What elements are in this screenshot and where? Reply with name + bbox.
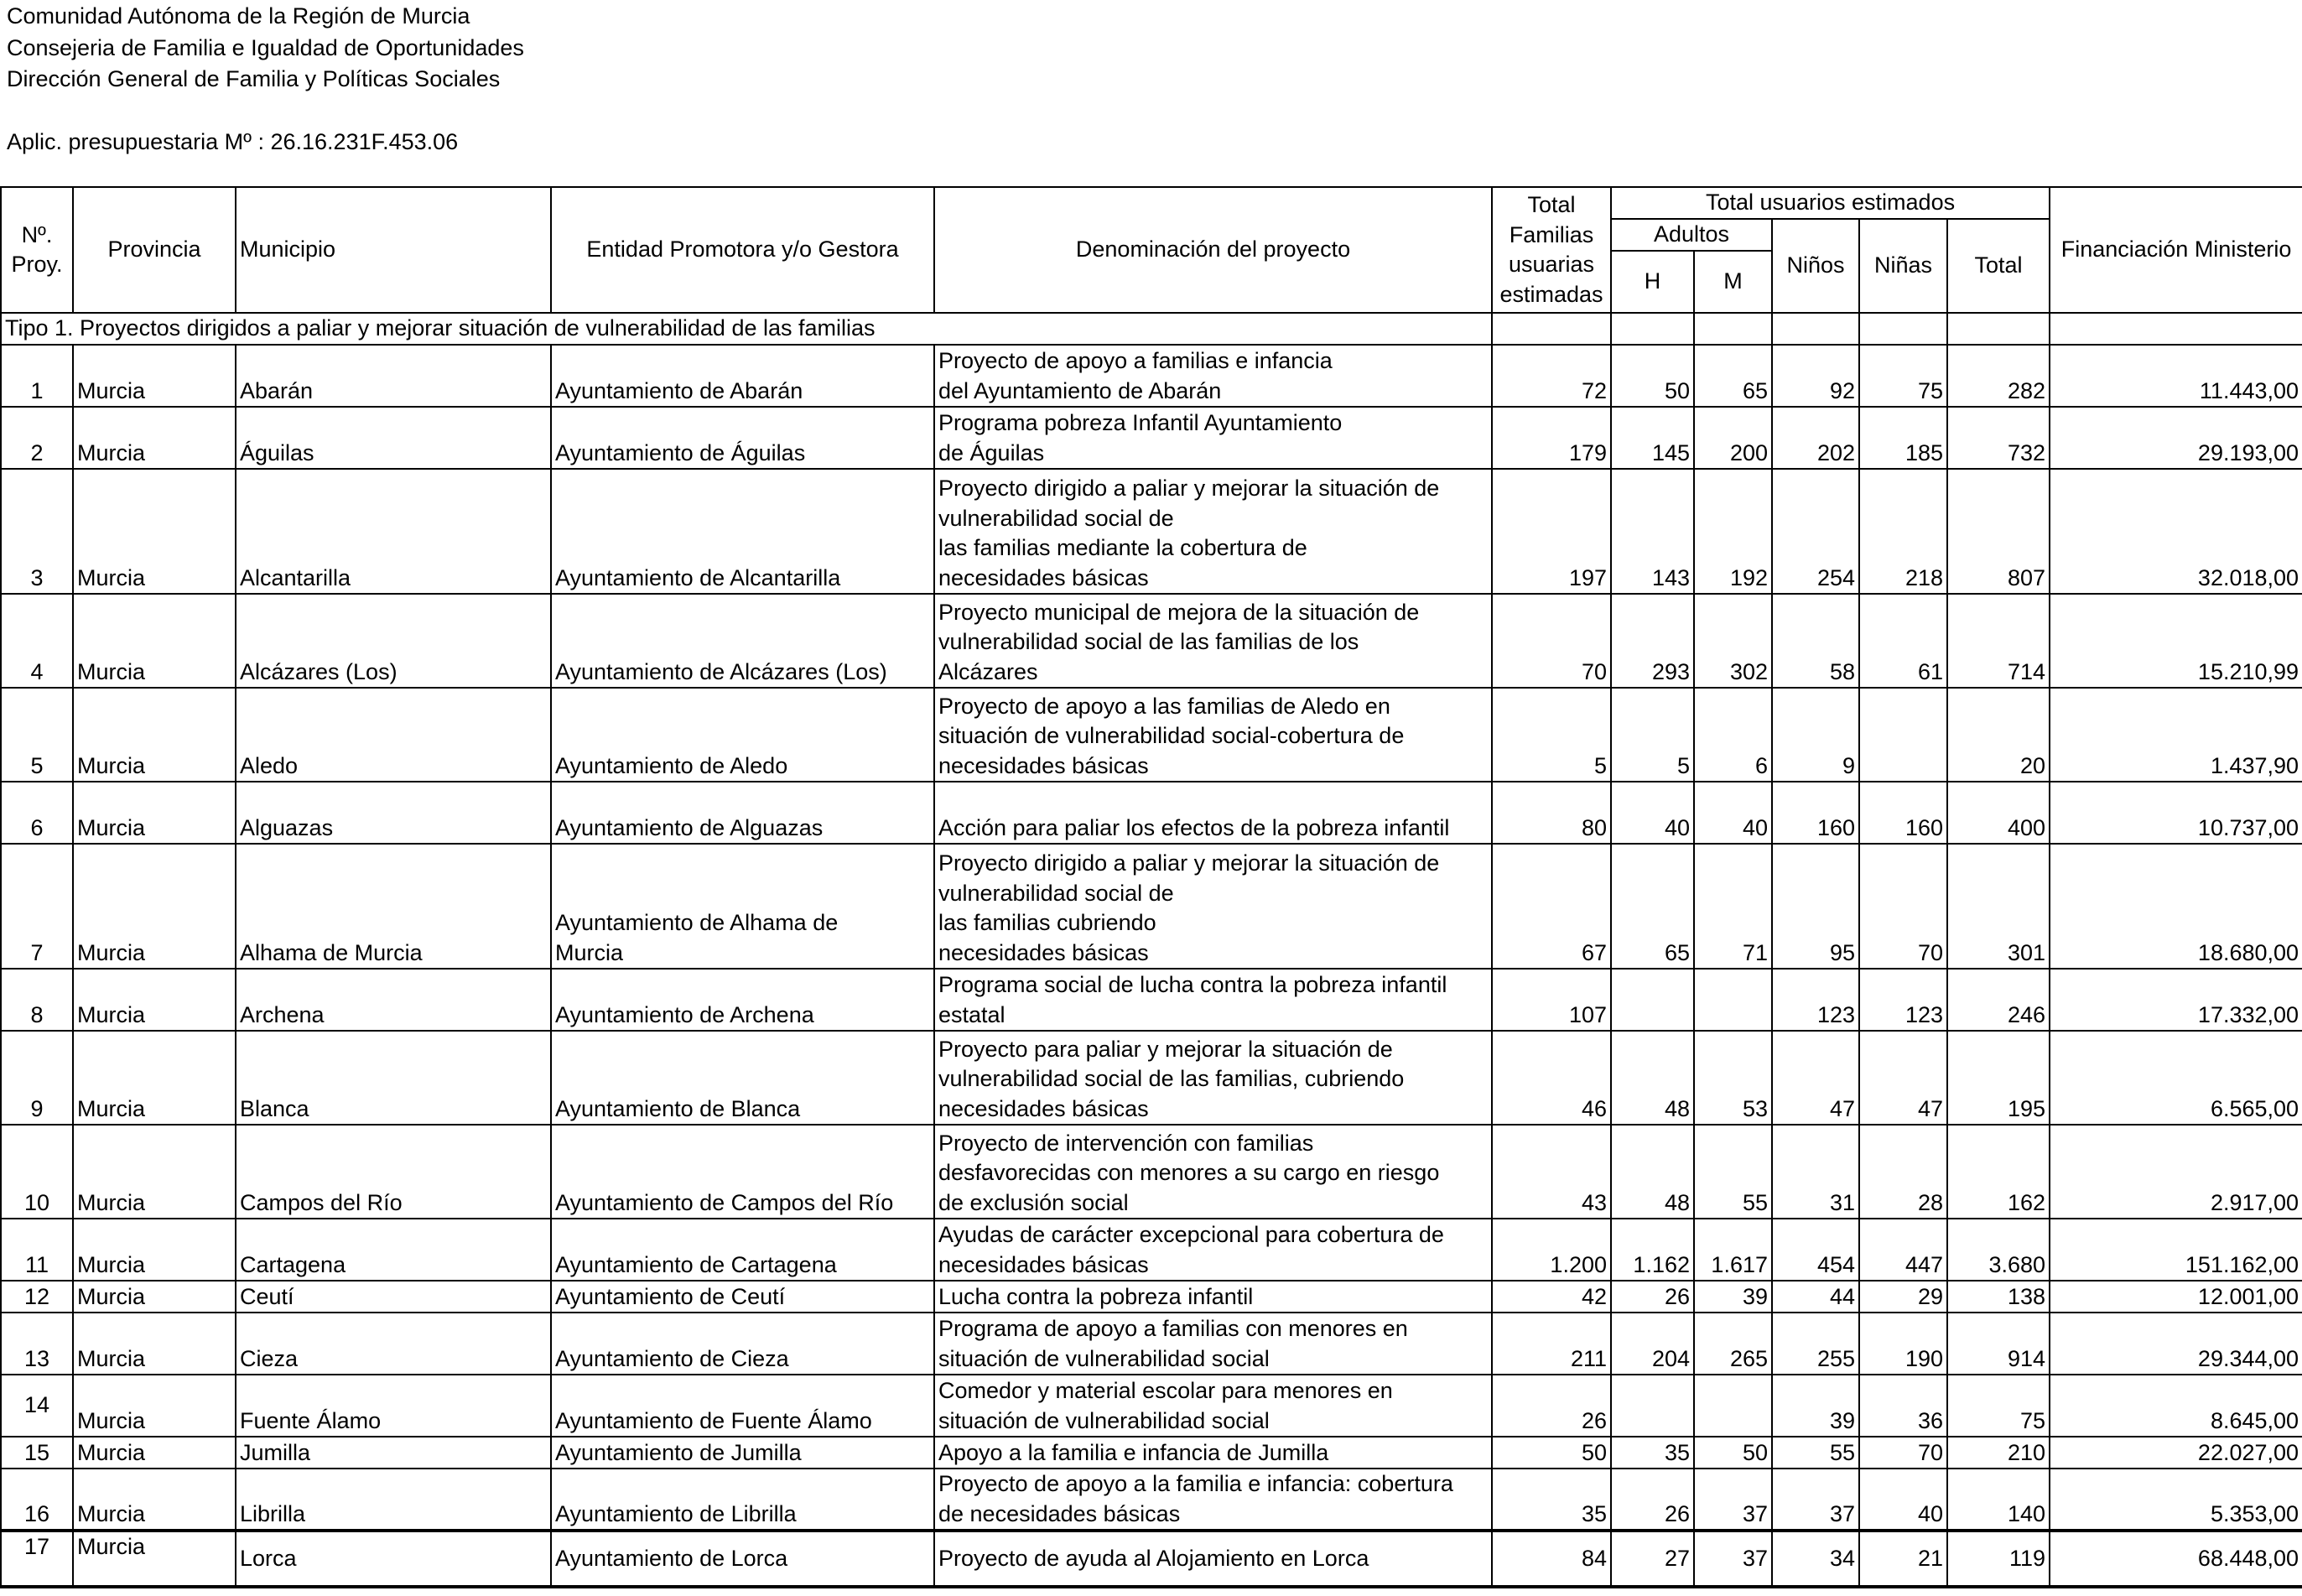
- row-provincia: Murcia: [73, 1313, 236, 1375]
- row-adultos-m: 302: [1694, 594, 1772, 688]
- row-adultos-h: 26: [1611, 1281, 1694, 1313]
- row-entidad: Ayuntamiento de Águilas: [551, 407, 934, 469]
- col-header-adultos: Adultos: [1611, 219, 1772, 251]
- row-ninos: 92: [1772, 345, 1859, 407]
- row-municipio: Librilla: [236, 1469, 551, 1531]
- row-financiacion: 10.737,00: [2050, 782, 2302, 844]
- row-adultos-m: 37: [1694, 1531, 1772, 1587]
- row-ninos: 160: [1772, 782, 1859, 844]
- row-total: 3.680: [1947, 1219, 2050, 1281]
- row-total: 807: [1947, 469, 2050, 594]
- row-municipio: Alhama de Murcia: [236, 844, 551, 969]
- row-ninos: 95: [1772, 844, 1859, 969]
- col-header-ninos: Niños: [1772, 219, 1859, 313]
- row-municipio: Águilas: [236, 407, 551, 469]
- row-ninas: 75: [1859, 345, 1947, 407]
- row-ninos: 254: [1772, 469, 1859, 594]
- col-header-financiacion: Financiación Ministerio: [2050, 187, 2302, 313]
- row-ninos: 202: [1772, 407, 1859, 469]
- header-line-2: Consejeria de Familia e Igualdad de Oportunidades: [7, 35, 524, 60]
- col-header-total: Total: [1947, 219, 2050, 313]
- row-total: 195: [1947, 1031, 2050, 1125]
- row-adultos-m: [1694, 1375, 1772, 1437]
- row-denominacion: Proyecto de intervención con familias desfavorecidas con menores a su cargo en riesgo de exclusión social: [934, 1125, 1492, 1219]
- row-provincia: Murcia: [73, 782, 236, 844]
- row-ninas: 29: [1859, 1281, 1947, 1313]
- row-ninos: 44: [1772, 1281, 1859, 1313]
- row-total: 400: [1947, 782, 2050, 844]
- row-ninas: 40: [1859, 1469, 1947, 1531]
- projects-table: [0, 186, 2302, 1588]
- row-number: 16: [1, 1469, 73, 1531]
- row-ninas: 160: [1859, 782, 1947, 844]
- row-provincia: Murcia: [73, 1469, 236, 1531]
- row-financiacion: 11.443,00: [2050, 345, 2302, 407]
- row-entidad: Ayuntamiento de Jumilla: [551, 1437, 934, 1469]
- row-number: 8: [1, 969, 73, 1031]
- row-adultos-h: 143: [1611, 469, 1694, 594]
- table-row: [1, 1219, 2302, 1281]
- table-row: [1, 782, 2302, 844]
- row-ninos: 123: [1772, 969, 1859, 1031]
- row-provincia: Murcia: [73, 407, 236, 469]
- row-adultos-h: 40: [1611, 782, 1694, 844]
- row-provincia: Murcia: [73, 1531, 236, 1587]
- row-ninas: 28: [1859, 1125, 1947, 1219]
- row-total: 714: [1947, 594, 2050, 688]
- row-number: 7: [1, 844, 73, 969]
- row-provincia: Murcia: [73, 844, 236, 969]
- row-adultos-m: 53: [1694, 1031, 1772, 1125]
- row-denominacion: Programa de apoyo a familias con menores en situación de vulnerabilidad social: [934, 1313, 1492, 1375]
- row-adultos-m: 50: [1694, 1437, 1772, 1469]
- row-municipio: Abarán: [236, 345, 551, 407]
- row-entidad: Ayuntamiento de Alhama de Murcia: [551, 844, 934, 969]
- row-denominacion: Acción para paliar los efectos de la pobreza infantil: [934, 782, 1492, 844]
- row-denominacion: Proyecto de apoyo a las familias de Aledo en situación de vulnerabilidad social-cobertura de necesidades básicas: [934, 688, 1492, 782]
- row-denominacion: Lucha contra la pobreza infantil: [934, 1281, 1492, 1313]
- row-provincia: Murcia: [73, 1125, 236, 1219]
- row-number: 6: [1, 782, 73, 844]
- row-provincia: Murcia: [73, 1281, 236, 1313]
- col-header-ninas: Niñas: [1859, 219, 1947, 313]
- row-municipio: Lorca: [236, 1531, 551, 1587]
- row-total: 162: [1947, 1125, 2050, 1219]
- table-row: [1, 1313, 2302, 1375]
- row-adultos-h: 35: [1611, 1437, 1694, 1469]
- row-number: 4: [1, 594, 73, 688]
- row-ninas: 70: [1859, 1437, 1947, 1469]
- row-ninos: 9: [1772, 688, 1859, 782]
- row-familias: 197: [1492, 469, 1611, 594]
- row-adultos-m: 55: [1694, 1125, 1772, 1219]
- row-financiacion: 5.353,00: [2050, 1469, 2302, 1531]
- row-entidad: Ayuntamiento de Alguazas: [551, 782, 934, 844]
- table-row: [1, 1437, 2302, 1469]
- col-header-m: M: [1694, 251, 1772, 313]
- header-line-1: Comunidad Autónoma de la Región de Murcia: [7, 3, 470, 29]
- row-adultos-m: 200: [1694, 407, 1772, 469]
- row-total: 20: [1947, 688, 2050, 782]
- row-number: 5: [1, 688, 73, 782]
- row-ninas: [1859, 688, 1947, 782]
- row-denominacion: Proyecto dirigido a paliar y mejorar la situación de vulnerabilidad social de las familias mediante la cobertura de necesidades básicas: [934, 469, 1492, 594]
- row-entidad: Ayuntamiento de Blanca: [551, 1031, 934, 1125]
- row-total: 210: [1947, 1437, 2050, 1469]
- table-row: [1, 1469, 2302, 1531]
- row-denominacion: Proyecto para paliar y mejorar la situación de vulnerabilidad social de las familias, cubriendo necesidades básicas: [934, 1031, 1492, 1125]
- row-familias: 72: [1492, 345, 1611, 407]
- row-denominacion: Proyecto de apoyo a la familia e infancia: cobertura de necesidades básicas: [934, 1469, 1492, 1531]
- row-financiacion: 8.645,00: [2050, 1375, 2302, 1437]
- row-entidad: Ayuntamiento de Cartagena: [551, 1219, 934, 1281]
- table-row: [1, 688, 2302, 782]
- table-row: [1, 1125, 2302, 1219]
- table-row: [1, 345, 2302, 407]
- table-row: [1, 1531, 2302, 1587]
- row-number: 1: [1, 345, 73, 407]
- col-header-entidad: Entidad Promotora y/o Gestora: [551, 187, 934, 313]
- row-adultos-h: 48: [1611, 1125, 1694, 1219]
- row-adultos-h: 26: [1611, 1469, 1694, 1531]
- row-ninas: 47: [1859, 1031, 1947, 1125]
- row-familias: 67: [1492, 844, 1611, 969]
- row-total: 282: [1947, 345, 2050, 407]
- row-total: 246: [1947, 969, 2050, 1031]
- row-entidad: Ayuntamiento de Abarán: [551, 345, 934, 407]
- row-familias: 1.200: [1492, 1219, 1611, 1281]
- row-familias: 46: [1492, 1031, 1611, 1125]
- row-adultos-m: 39: [1694, 1281, 1772, 1313]
- row-provincia: Murcia: [73, 1031, 236, 1125]
- row-ninas: 218: [1859, 469, 1947, 594]
- row-entidad: Ayuntamiento de Archena: [551, 969, 934, 1031]
- row-entidad: Ayuntamiento de Campos del Río: [551, 1125, 934, 1219]
- row-adultos-m: 37: [1694, 1469, 1772, 1531]
- row-denominacion: Proyecto municipal de mejora de la situación de vulnerabilidad social de las familias de los Alcázares: [934, 594, 1492, 688]
- table-row: [1, 1375, 2302, 1437]
- row-denominacion: Proyecto dirigido a paliar y mejorar la situación de vulnerabilidad social de las familias cubriendo necesidades básicas: [934, 844, 1492, 969]
- row-financiacion: 18.680,00: [2050, 844, 2302, 969]
- row-adultos-h: 5: [1611, 688, 1694, 782]
- row-financiacion: 1.437,90: [2050, 688, 2302, 782]
- row-ninos: 55: [1772, 1437, 1859, 1469]
- row-municipio: Alcázares (Los): [236, 594, 551, 688]
- row-entidad: Ayuntamiento de Alcázares (Los): [551, 594, 934, 688]
- row-adultos-h: 145: [1611, 407, 1694, 469]
- row-number: 13: [1, 1313, 73, 1375]
- row-financiacion: 68.448,00: [2050, 1531, 2302, 1587]
- row-provincia: Murcia: [73, 969, 236, 1031]
- row-adultos-m: [1694, 969, 1772, 1031]
- row-adultos-h: 204: [1611, 1313, 1694, 1375]
- row-financiacion: 2.917,00: [2050, 1125, 2302, 1219]
- row-entidad: Ayuntamiento de Ceutí: [551, 1281, 934, 1313]
- row-ninos: 34: [1772, 1531, 1859, 1587]
- col-header-provincia: Provincia: [73, 187, 236, 313]
- table-row: [1, 969, 2302, 1031]
- row-familias: 70: [1492, 594, 1611, 688]
- row-adultos-m: 65: [1694, 345, 1772, 407]
- row-adultos-m: 71: [1694, 844, 1772, 969]
- row-financiacion: 29.193,00: [2050, 407, 2302, 469]
- row-financiacion: 151.162,00: [2050, 1219, 2302, 1281]
- row-adultos-m: 265: [1694, 1313, 1772, 1375]
- row-total: 138: [1947, 1281, 2050, 1313]
- row-familias: 42: [1492, 1281, 1611, 1313]
- row-financiacion: 12.001,00: [2050, 1281, 2302, 1313]
- table-row: [1, 469, 2302, 594]
- row-familias: 43: [1492, 1125, 1611, 1219]
- row-ninos: 31: [1772, 1125, 1859, 1219]
- row-total: 301: [1947, 844, 2050, 969]
- row-ninos: 255: [1772, 1313, 1859, 1375]
- row-provincia: Murcia: [73, 1219, 236, 1281]
- row-denominacion: Proyecto de ayuda al Alojamiento en Lorca: [934, 1531, 1492, 1587]
- row-entidad: Ayuntamiento de Lorca: [551, 1531, 934, 1587]
- table-row: [1, 594, 2302, 688]
- row-ninas: 61: [1859, 594, 1947, 688]
- row-denominacion: Apoyo a la familia e infancia de Jumilla: [934, 1437, 1492, 1469]
- row-familias: 35: [1492, 1469, 1611, 1531]
- row-entidad: Ayuntamiento de Cieza: [551, 1313, 934, 1375]
- row-adultos-h: 50: [1611, 345, 1694, 407]
- row-municipio: Alguazas: [236, 782, 551, 844]
- row-provincia: Murcia: [73, 1375, 236, 1437]
- row-ninos: 47: [1772, 1031, 1859, 1125]
- row-adultos-m: 192: [1694, 469, 1772, 594]
- row-total: 75: [1947, 1375, 2050, 1437]
- row-municipio: Ceutí: [236, 1281, 551, 1313]
- row-entidad: Ayuntamiento de Aledo: [551, 688, 934, 782]
- row-provincia: Murcia: [73, 469, 236, 594]
- table-row: [1, 844, 2302, 969]
- row-municipio: Cieza: [236, 1313, 551, 1375]
- row-total: 119: [1947, 1531, 2050, 1587]
- row-ninas: 190: [1859, 1313, 1947, 1375]
- row-adultos-h: [1611, 1375, 1694, 1437]
- row-denominacion: Comedor y material escolar para menores en situación de vulnerabilidad social: [934, 1375, 1492, 1437]
- row-adultos-h: [1611, 969, 1694, 1031]
- row-number: 14: [1, 1375, 73, 1437]
- row-number: 3: [1, 469, 73, 594]
- row-ninas: 70: [1859, 844, 1947, 969]
- row-adultos-m: 40: [1694, 782, 1772, 844]
- row-entidad: Ayuntamiento de Alcantarilla: [551, 469, 934, 594]
- row-municipio: Alcantarilla: [236, 469, 551, 594]
- col-header-nproy: Nº. Proy.: [1, 187, 73, 313]
- row-familias: 84: [1492, 1531, 1611, 1587]
- row-adultos-h: 293: [1611, 594, 1694, 688]
- row-total: 914: [1947, 1313, 2050, 1375]
- row-adultos-h: 65: [1611, 844, 1694, 969]
- row-denominacion: Proyecto de apoyo a familias e infancia del Ayuntamiento de Abarán: [934, 345, 1492, 407]
- row-municipio: Archena: [236, 969, 551, 1031]
- table-row: [1, 407, 2302, 469]
- row-number: 12: [1, 1281, 73, 1313]
- header-line-3: Dirección General de Familia y Políticas Sociales: [7, 66, 501, 91]
- budget-line: Aplic. presupuestaria Mº : 26.16.231F.453.06: [7, 129, 459, 154]
- row-ninos: 37: [1772, 1469, 1859, 1531]
- row-municipio: Jumilla: [236, 1437, 551, 1469]
- row-adultos-m: 1.617: [1694, 1219, 1772, 1281]
- row-provincia: Murcia: [73, 1437, 236, 1469]
- row-municipio: Fuente Álamo: [236, 1375, 551, 1437]
- row-provincia: Murcia: [73, 345, 236, 407]
- row-number: 17: [1, 1531, 73, 1587]
- row-financiacion: 22.027,00: [2050, 1437, 2302, 1469]
- row-denominacion: Programa social de lucha contra la pobreza infantil estatal: [934, 969, 1492, 1031]
- col-header-h: H: [1611, 251, 1694, 313]
- row-ninos: 454: [1772, 1219, 1859, 1281]
- row-familias: 211: [1492, 1313, 1611, 1375]
- row-financiacion: 32.018,00: [2050, 469, 2302, 594]
- row-ninas: 447: [1859, 1219, 1947, 1281]
- row-familias: 5: [1492, 688, 1611, 782]
- row-financiacion: 17.332,00: [2050, 969, 2302, 1031]
- row-familias: 50: [1492, 1437, 1611, 1469]
- row-familias: 26: [1492, 1375, 1611, 1437]
- row-ninas: 185: [1859, 407, 1947, 469]
- row-municipio: Aledo: [236, 688, 551, 782]
- row-ninas: 123: [1859, 969, 1947, 1031]
- row-familias: 107: [1492, 969, 1611, 1031]
- row-familias: 80: [1492, 782, 1611, 844]
- col-header-total-usuarios: Total usuarios estimados: [1611, 187, 2050, 219]
- col-header-denominacion: Denominación del proyecto: [934, 187, 1492, 313]
- row-number: 15: [1, 1437, 73, 1469]
- row-municipio: Campos del Río: [236, 1125, 551, 1219]
- row-ninas: 21: [1859, 1531, 1947, 1587]
- row-entidad: Ayuntamiento de Librilla: [551, 1469, 934, 1531]
- row-denominacion: Programa pobreza Infantil Ayuntamiento de Águilas: [934, 407, 1492, 469]
- table-row: [1, 1281, 2302, 1313]
- row-financiacion: 6.565,00: [2050, 1031, 2302, 1125]
- row-municipio: Blanca: [236, 1031, 551, 1125]
- row-denominacion: Ayudas de carácter excepcional para cobertura de necesidades básicas: [934, 1219, 1492, 1281]
- row-provincia: Murcia: [73, 594, 236, 688]
- row-financiacion: 29.344,00: [2050, 1313, 2302, 1375]
- row-entidad: Ayuntamiento de Fuente Álamo: [551, 1375, 934, 1437]
- row-familias: 179: [1492, 407, 1611, 469]
- col-header-total-familias: Total Familias usuarias estimadas: [1492, 187, 1611, 313]
- col-header-municipio: Municipio: [236, 187, 551, 313]
- row-provincia: Murcia: [73, 688, 236, 782]
- row-adultos-h: 1.162: [1611, 1219, 1694, 1281]
- row-ninos: 39: [1772, 1375, 1859, 1437]
- row-total: 732: [1947, 407, 2050, 469]
- row-number: 2: [1, 407, 73, 469]
- row-municipio: Cartagena: [236, 1219, 551, 1281]
- row-ninos: 58: [1772, 594, 1859, 688]
- table-row: [1, 1031, 2302, 1125]
- row-total: 140: [1947, 1469, 2050, 1531]
- row-number: 9: [1, 1031, 73, 1125]
- row-number: 11: [1, 1219, 73, 1281]
- row-adultos-m: 6: [1694, 688, 1772, 782]
- row-financiacion: 15.210,99: [2050, 594, 2302, 688]
- row-adultos-h: 27: [1611, 1531, 1694, 1587]
- row-ninas: 36: [1859, 1375, 1947, 1437]
- section-title: Tipo 1. Proyectos dirigidos a paliar y mejorar situación de vulnerabilidad de las familias: [1, 313, 1492, 345]
- row-number: 10: [1, 1125, 73, 1219]
- row-adultos-h: 48: [1611, 1031, 1694, 1125]
